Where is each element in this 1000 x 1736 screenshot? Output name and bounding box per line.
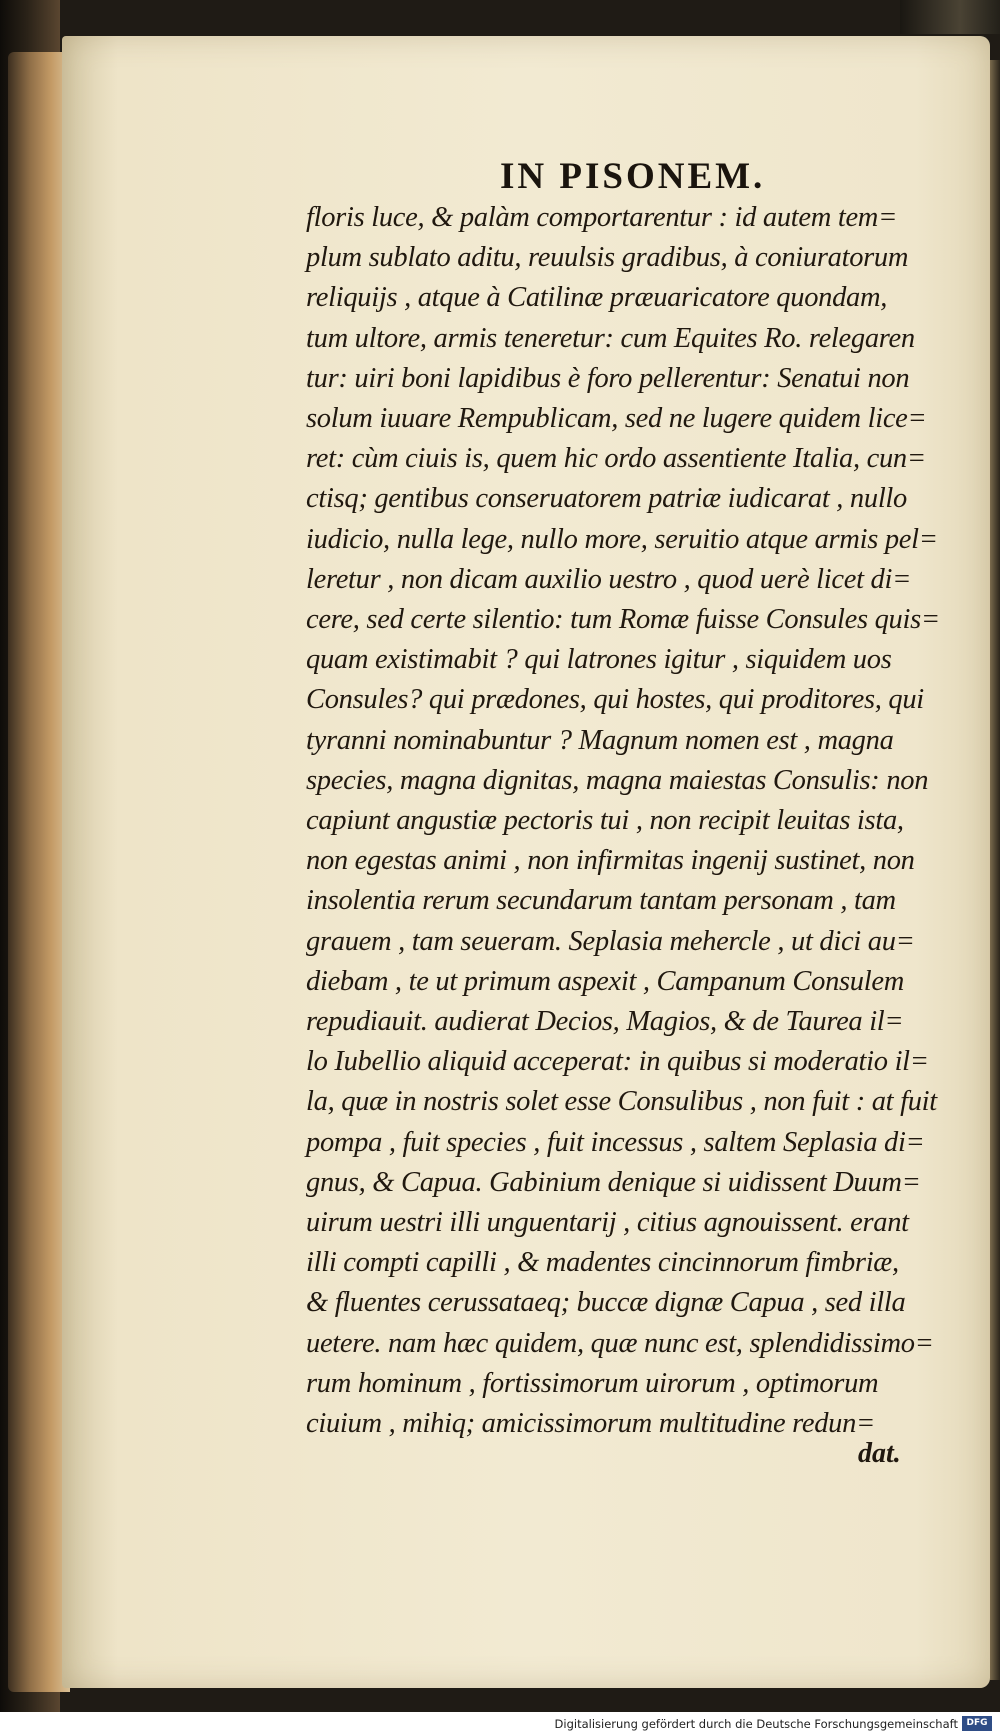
text-line: capiunt angustiæ pectoris tui , non recipit leuitas ista, (306, 805, 904, 837)
text-line: reliquijs , atque à Catilinæ præuaricatore quondam, (306, 282, 888, 314)
text-line: ciuium , mihiq; amicissimorum multitudine redun= (306, 1408, 875, 1440)
text-line: cere, sed certe silentio: tum Romæ fuisse Consules quis= (306, 604, 940, 636)
text-line: rum hominum , fortissimorum uirorum , optimorum (306, 1367, 879, 1399)
book-board-edge (8, 52, 70, 1692)
text-line: pompa , fuit species , fuit incessus , saltem Seplasia di= (306, 1126, 925, 1158)
text-line: non egestas animi , non infirmitas ingenij sustinet, non (306, 845, 915, 877)
text-line: & fluentes cerussataeq; buccæ dignæ Capua , sed illa (306, 1287, 906, 1319)
digitization-footer (0, 1712, 1000, 1736)
text-line: leretur , non dicam auxilio uestro , quod uerè licet di= (306, 563, 912, 595)
text-line: la, quæ in nostris solet esse Consulibus , non fuit : at fuit (306, 1086, 937, 1118)
footer-credit: Digitalisierung gefördert durch die Deutsche Forschungsgemeinschaft (554, 1717, 958, 1731)
text-line: uetere. nam hæc quidem, quæ nunc est, splendidissimo= (306, 1327, 934, 1359)
text-line: gnus, & Capua. Gabinium denique si uidissent Duum= (306, 1166, 921, 1198)
text-line: iudicio, nulla lege, nullo more, seruitio atque armis pel= (306, 523, 938, 555)
text-line: illi compti capilli , & madentes cincinnorum fimbriæ, (306, 1247, 899, 1279)
dfg-logo: DFG (962, 1716, 992, 1731)
text-line: species, magna dignitas, magna maiestas Consulis: non (306, 764, 929, 796)
text-line: Consules? qui prædones, qui hostes, qui proditores, qui (306, 684, 924, 716)
text-line: plum sublato aditu, reuulsis gradibus, à coniuratorum (306, 242, 909, 274)
text-line: floris luce, & palàm comportarentur : id autem tem= (306, 202, 898, 233)
text-line: tyranni nominabuntur ? Magnum nomen est , magna (306, 724, 894, 756)
text-line: diebam , te ut primum aspexit , Campanum Consulem (306, 965, 905, 997)
text-line: ctisq; gentibus conseruatorem patriæ iudicarat , nullo (306, 483, 908, 515)
text-line: quam existimabit ? qui latrones igitur , siquidem uos (306, 644, 892, 676)
text-line: lo Iubellio aliquid acceperat: in quibus si moderatio il= (306, 1046, 929, 1078)
catchword: dat. (858, 1438, 901, 1469)
text-line: repudiauit. audierat Decios, Magios, & de Taurea il= (306, 1006, 904, 1038)
text-line: uirum uestri illi unguentarij , citius agnouissent. erant (306, 1207, 909, 1239)
text-line: tur: uiri boni lapidibus è foro pellerentur: Senatui non (306, 362, 910, 394)
text-line: ret: cùm ciuis is, quem hic ordo assentiente Italia, cun= (306, 443, 926, 475)
scan-background-top (900, 0, 1000, 34)
body-text (306, 198, 946, 1444)
text-line: grauem , tam seueram. Seplasia mehercle , ut dici au= (306, 925, 915, 957)
page-edge-shadow (990, 60, 1000, 1680)
text-line: solum iuuare Rempublicam, sed ne lugere quidem lice= (306, 403, 927, 435)
text-line: tum ultore, armis teneretur: cum Equites Ro. relegaren (306, 322, 915, 354)
running-head: IN PISONEM. (500, 156, 766, 197)
text-line: insolentia rerum secundarum tantam personam , tam (306, 885, 896, 917)
